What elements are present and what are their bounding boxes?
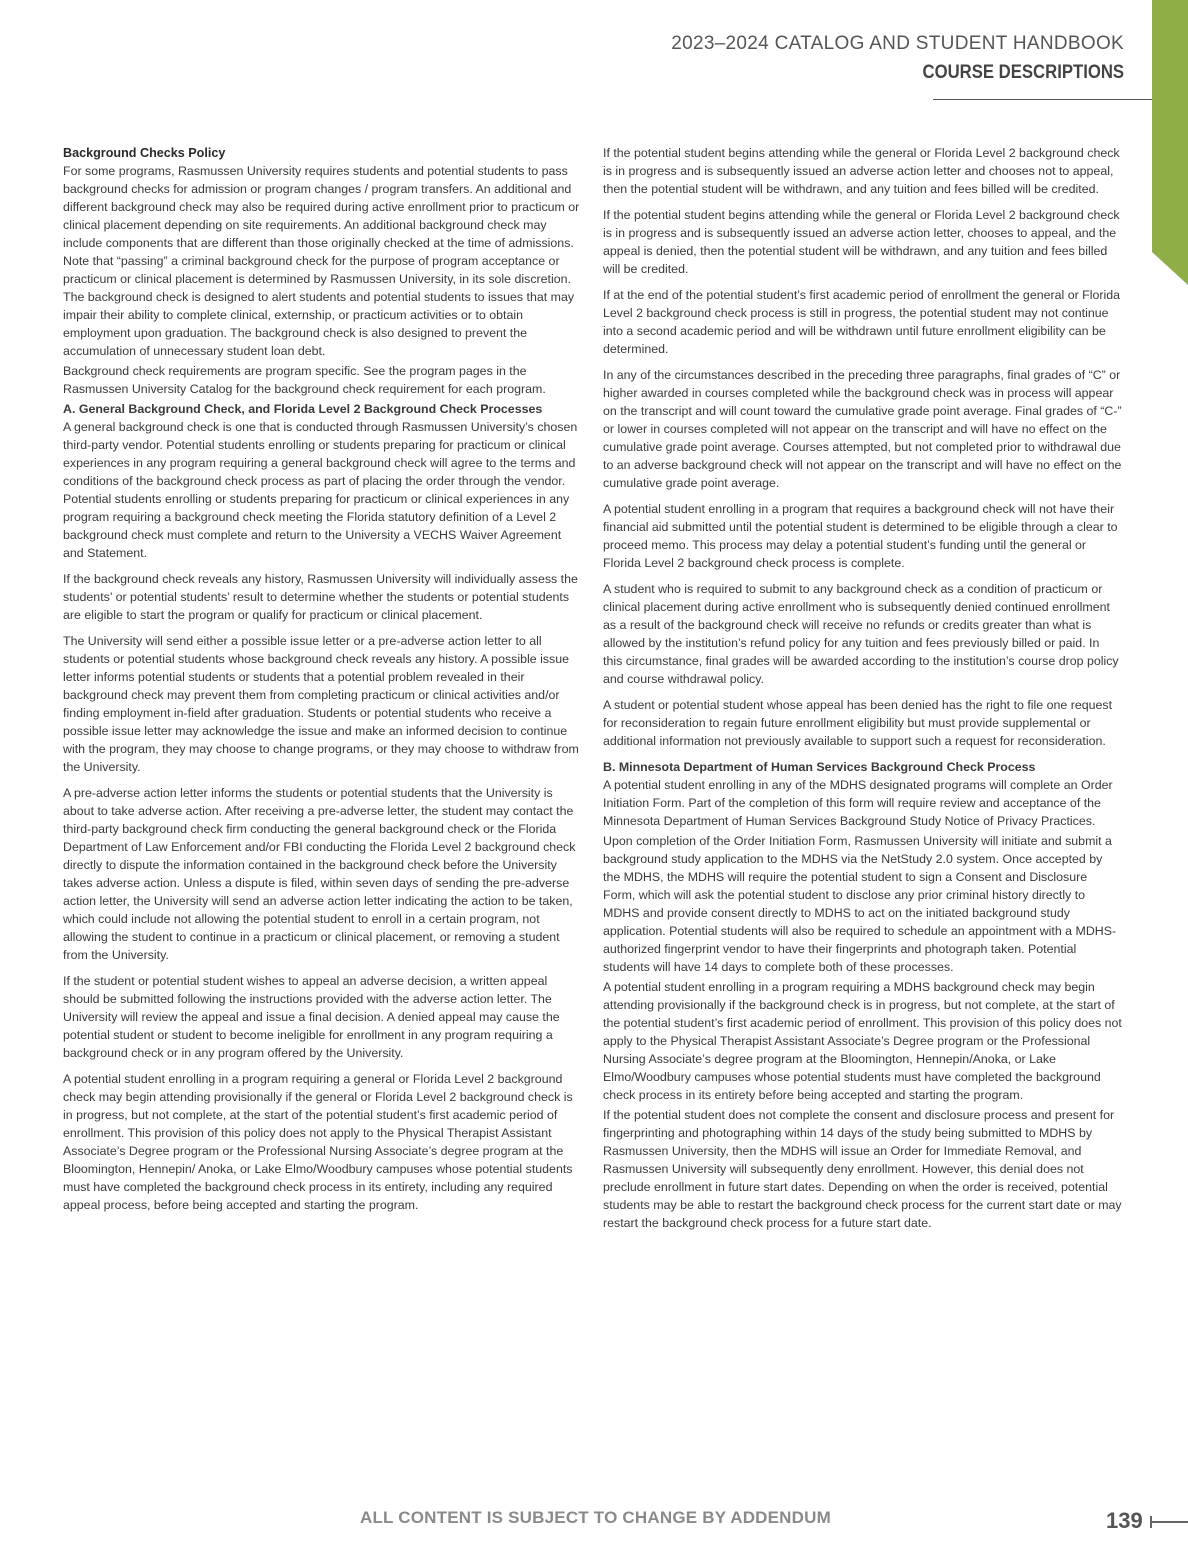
paragraph: A student who is required to submit to any background check as a condition of practicum or clinical placement during active enrollment who is subsequently denied continued enrollment as a result of the background check will receive no refunds or credits greater than what is allowed by the institution’s refund policy for any tuition and fees previously billed or paid. In this circumstance, final grades will be awarded according to the institution’s course drop policy and course withdrawal policy. bbox=[603, 582, 1119, 686]
policy-intro: For some programs, Rasmussen University requires students and potential students to pass background checks for admission or program changes / program transfers. An additional and different background check may also be required during active enrollment prior to practicum or clinical placement depending on site requirements. An additional background check may include components that are different than those originally checked at the time of admissions. Note that “passing” a criminal background check for the purpose of program acceptance or practicum or clinical placement is determined by Rasmussen University, in its sole discretion. The background check is designed to alert students and potential students to issues that may impair their ability to complete clinical, externship, or practicum activities or to obtain employment upon graduation. The background check is also designed to prevent the accumulation of unnecessary student loan debt. bbox=[63, 164, 580, 358]
paragraph: If the potential student begins attending while the general or Florida Level 2 background check is in progress and is subsequently issued an adverse action letter, chooses to appeal, and the appeal is denied, then the potential student will be withdrawn, and any tuition and fees billed will be credited. bbox=[603, 208, 1120, 276]
header-divider bbox=[933, 99, 1152, 100]
section-title: COURSE DESCRIPTIONS bbox=[922, 62, 1124, 83]
paragraph: A potential student enrolling in any of the MDHS designated programs will complete an Order Initiation Form. Part of the completion of this form will require review and acceptance of the Minnesota Department of Human Services Background Study Notice of Privacy Practices. bbox=[603, 778, 1113, 828]
paragraph: A pre-adverse action letter informs the students or potential students that the University is about to take adverse action. After receiving a pre-adverse letter, the student may contact the third-party background check firm conducting the general background check or the Florida Department of Law Enforcement and/or FBI conducting the Florida Level 2 background check directly to dispute the information contained in the background check before the University takes adverse action. Unless a dispute is filed, within seven days of sending the pre-adverse action letter, the University will send an adverse action letter indicating the action to be taken, which could include not allowing the potential student to enroll in a certain program, not allowing the student to continue in a practicum or clinical placement, or removing a student from the University. bbox=[63, 786, 576, 962]
paragraph: A potential student enrolling in a program requiring a MDHS background check may begin attending provisionally if the background check is in progress, but not complete, at the start of the potential student’s first academic period of enrollment. This provision of this policy does not apply to the Physical Therapist Assistant Associate’s Degree program or the Professional Nursing Associate’s degree program at the Bloomington, Hennepin/Anoka, or Lake Elmo/Woodbury campuses whose potential students must have completed the background check process in its entirety before being accepted and starting the program. bbox=[603, 980, 1122, 1102]
paragraph: A potential student enrolling in a program requiring a general or Florida Level 2 background check may begin attending provisionally if the general or Florida Level 2 background check is in progress, but not complete, at the start of the potential student’s first academic period of enrollment. This provision of this policy does not apply to the Physical Therapist Assistant Associate’s Degree program or the Professional Nursing Associate’s degree program at the Bloomington, Hennepin/ Anoka, or Lake Elmo/Woodbury campuses whose potential students must have completed the background check process in its entirety, including any required appeal process, before being accepted and starting the program. bbox=[63, 1072, 573, 1212]
footer-rule bbox=[1151, 1521, 1188, 1523]
paragraph: A potential student enrolling in a program that requires a background check will not have their financial aid submitted until the potential student is determined to be eligible through a clear to proceed memo. This process may delay a potential student’s funding until the general or Florida Level 2 background check process is complete. bbox=[603, 502, 1118, 570]
paragraph: A student or potential student whose appeal has been denied has the right to file one request for reconsideration to regain future enrollment eligibility but must provide supplemental or additional information not previously available to support such a request for reconsideration. bbox=[603, 698, 1113, 748]
paragraph: Upon completion of the Order Initiation Form, Rasmussen University will initiate and submit a background study application to the MDHS via the NetStudy 2.0 system. Once accepted by the MDHS, the MDHS will require the potential student to sign a Consent and Disclosure Form, which will ask the potential student to disclose any prior criminal history directly to MDHS and provide consent directly to MDHS to act on the initiated background study application. Potential students will also be required to schedule an appointment with a MDHS-authorized fingerprint vendor to have their fingerprints and photograph taken. Potential students will have 14 days to complete both of these processes. bbox=[603, 834, 1117, 974]
paragraph: If the potential student begins attending while the general or Florida Level 2 background check is in progress and is subsequently issued an adverse action letter and chooses not to appeal, then the potential student will be withdrawn, and any tuition and fees billed will be credited. bbox=[603, 146, 1120, 196]
paragraph: If at the end of the potential student’s first academic period of enrollment the general or Florida Level 2 background check process is still in progress, the potential student may not continue into a second academic period and will be withdrawn until future enrollment eligibility can be determined. bbox=[603, 288, 1121, 356]
footer-disclaimer: ALL CONTENT IS SUBJECT TO CHANGE BY ADDENDUM bbox=[360, 1508, 831, 1527]
subheading-general-check: A. General Background Check, and Florida Level 2 Background Check Processes bbox=[63, 402, 543, 416]
left-column bbox=[63, 144, 581, 1222]
catalog-title: 2023–2024 CATALOG AND STUDENT HANDBOOK bbox=[671, 33, 1124, 54]
paragraph: A general background check is one that is conducted through Rasmussen University’s chosen third-party vendor. Potential students enrolling or students preparing for practicum or clinical experiences in any program requiring a general background check will agree to the terms and conditions of the background check process as part of placing the order through the vendor. Potential students enrolling or students preparing for practicum or clinical experiences in any program requiring a background check meeting the Florida statutory definition of a Level 2 background check must complete and return to the University a VECHS Waiver Agreement and Statement. bbox=[63, 420, 578, 560]
page-number: 139 bbox=[1106, 1508, 1143, 1533]
policy-heading: Background Checks Policy bbox=[63, 146, 226, 160]
subheading-mdhs-check: B. Minnesota Department of Human Services Background Check Process bbox=[603, 760, 1036, 774]
right-column bbox=[603, 144, 1122, 1234]
section-color-tab bbox=[1152, 0, 1188, 285]
paragraph: The University will send either a possible issue letter or a pre-adverse action letter to all students or potential students whose background check reveals any history. A possible issue letter informs potential students or students that a potential problem revealed in their background check may prevent them from completing practicum or clinical activities and/or finding employment in-field after graduation. Students or potential students who receive a possible issue letter may acknowledge the issue and make an informed decision to continue with the program, they may choose to change programs, or they may choose to withdraw from the University. bbox=[63, 634, 579, 774]
requirements-paragraph: Background check requirements are program specific. See the program pages in the Rasmussen University Catalog for the background check requirement for each program. bbox=[63, 364, 546, 396]
paragraph: If the background check reveals any history, Rasmussen University will individually assess the students’ or potential students’ result to determine whether the students or potential students are eligible to start the program or qualify for practicum or clinical placement. bbox=[63, 572, 578, 622]
paragraph: If the potential student does not complete the consent and disclosure process and present for fingerprinting and photographing within 14 days of the study being submitted to MDHS by Rasmussen University, then the MDHS will issue an Order for Immediate Removal, and Rasmussen University will subsequently deny enrollment. However, this denial does not preclude enrollment in future start dates. Depending on when the order is received, potential students may be able to restart the background check process for the current start date or may restart the background check process for a future start date. bbox=[603, 1108, 1122, 1230]
paragraph: If the student or potential student wishes to appeal an adverse decision, a written appeal should be submitted following the instructions provided with the adverse action letter. The University will review the appeal and issue a final decision. A denied appeal may cause the potential student or student to become ineligible for enrollment in any program requiring a background check or in any program offered by the University. bbox=[63, 974, 560, 1060]
paragraph: In any of the circumstances described in the preceding three paragraphs, final grades of “C” or higher awarded in courses completed while the background check was in process will appear on the transcript and will count toward the cumulative grade point average. Final grades of “C-” or lower in courses completed will not appear on the transcript and will have no effect on the cumulative grade point average. Courses attempted, but not completed prior to withdrawal due to an adverse background check will not appear on the transcript and will have no effect on the cumulative grade point average. bbox=[603, 368, 1122, 490]
